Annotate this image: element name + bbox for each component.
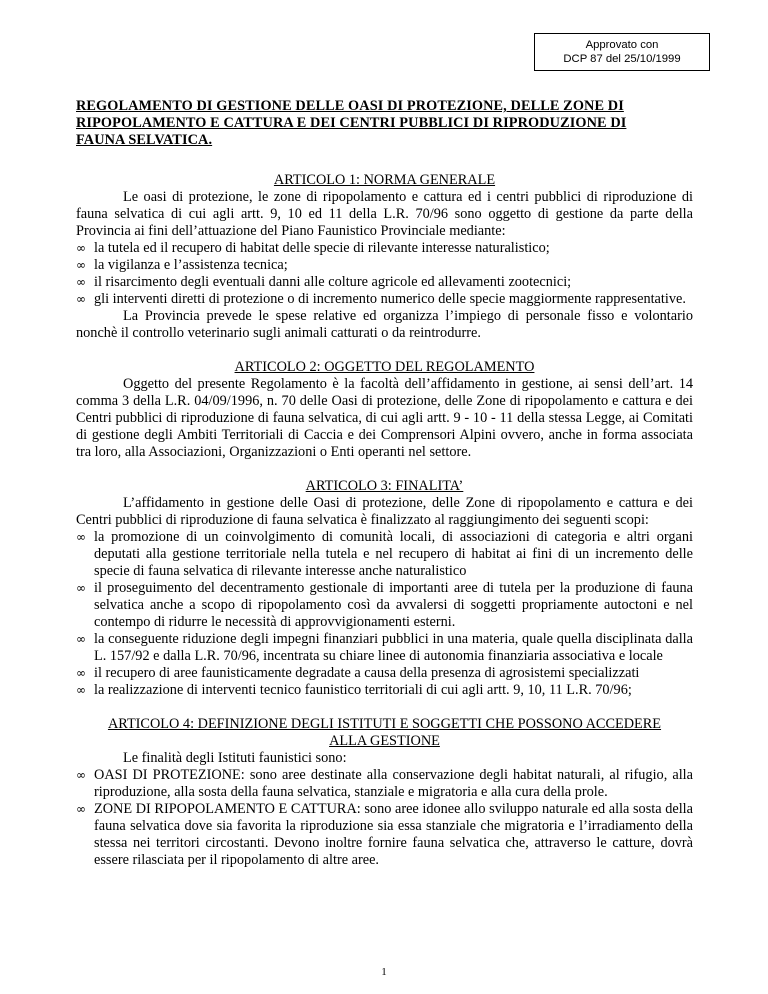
article-4-heading-line-2: ALLA GESTIONE [329,733,440,749]
list-item [76,240,693,257]
bullet-icon: ∞ [76,666,86,680]
article-1-closing: La Provincia prevede le spese relative ed organizza l’impiego di personale fisso e volontario nonchè il controllo veterinario sugli animali catturati o da reintrodurre. [76,308,693,341]
approval-stamp [534,33,710,71]
stamp-line-2: DCP 87 del 25/10/1999 [563,53,681,65]
bullet-icon: ∞ [76,530,86,544]
page-number: 1 [381,966,387,978]
stamp-line-1: Approvato con [585,39,659,51]
list-item [76,580,693,631]
list-item-text: la conseguente riduzione degli impegni finanziari pubblici in una materia, quale quella disciplinata dalla L. 157/92 e dalla L.R. 70/96, incentrata su chiare linee di autonomia finanziaria associativa e locale [94,631,693,664]
article-1-list [76,240,693,308]
bullet-icon: ∞ [76,581,86,595]
bullet-icon: ∞ [76,683,86,697]
article-3-intro: L’affidamento in gestione delle Oasi di protezione, delle Zone di ripopolamento e cattura e dei Centri pubblici di riproduzione di fauna selvatica è finalizzato al raggiungimento dei seguenti scopi: [76,495,693,528]
title-line-1: REGOLAMENTO DI GESTIONE DELLE OASI DI PROTEZIONE, DELLE ZONE DI [76,98,624,114]
list-item-text: la tutela ed il recupero di habitat delle specie di rilevante interesse naturalistico; [94,240,550,256]
list-item [76,291,693,308]
article-1-intro: Le oasi di protezione, le zone di ripopolamento e cattura ed i centri pubblici di riproduzione di fauna selvatica di cui agli artt. 9, 10 ed 11 della L.R. 70/96 sono oggetto di gestione da parte della Provincia ai fini dell’attuazione del Piano Faunistico Provinciale mediante: [76,189,693,239]
list-item [76,257,693,274]
article-2-text: Oggetto del presente Regolamento è la facoltà dell’affidamento in gestione, ai sensi dell’art. 14 comma 3 della L.R. 04/09/1996, n. 70 delle Oasi di protezione, delle Zone di ripopolamento e cattura e dei Centri pubblici di riproduzione di fauna selvatica, di cui agli artt. 9 - 10 - 11 della stessa Legge, ai Comitati di gestione degli Ambiti Territoriali di Caccia e dei Comprensori Alpini ovvero, anche in forma associata tra loro, alla Associazioni, Organizzazioni o Enti operanti nel settore. [76,376,693,460]
bullet-icon: ∞ [76,292,86,306]
document-body [76,172,693,869]
article-2-heading: ARTICOLO 2: OGGETTO DEL REGOLAMENTO [234,359,535,375]
list-item-text: il recupero di aree faunisticamente degradate a causa della presenza di agrosistemi specializzati [94,665,640,681]
bullet-icon: ∞ [76,632,86,646]
list-item [76,767,693,801]
list-item-text: il proseguimento del decentramento gestionale di importanti aree di tutela per la produzione di fauna selvatica anche a scopo di ripopolamento così da avvalersi di soggetti propriamente autoctoni e nel contempo di ridurre le necessità di approvvigionamenti esterni. [94,580,693,630]
document-title [76,98,693,149]
bullet-icon: ∞ [76,275,86,289]
article-3-heading: ARTICOLO 3: FINALITA’ [305,478,464,494]
bullet-icon: ∞ [76,241,86,255]
list-item [76,665,693,682]
list-item-text: la promozione di un coinvolgimento di comunità locali, di associazioni di categoria e altri organi deputati alla gestione territoriale nella tutela e nel recupero di habitat ai fini di un incremento delle specie di fauna selvatica di rilevante interesse anche naturalistico [94,529,693,579]
bullet-icon: ∞ [76,802,86,816]
article-4-intro: Le finalità degli Istituti faunistici sono: [123,750,347,766]
list-item [76,631,693,665]
list-item [76,274,693,291]
list-item [76,801,693,869]
bullet-icon: ∞ [76,258,86,272]
title-line-2: RIPOPOLAMENTO E CATTURA E DEI CENTRI PUBBLICI DI RIPRODUZIONE DI [76,115,627,131]
article-4-list [76,767,693,869]
list-item [76,529,693,580]
article-3-list [76,529,693,699]
list-item-text: gli interventi diretti di protezione o di incremento numerico delle specie maggiormente rappresentative. [94,291,686,307]
article-4-heading-line-1: ARTICOLO 4: DEFINIZIONE DEGLI ISTITUTI E SOGGETTI CHE POSSONO ACCEDERE [107,716,662,732]
list-item-text: la vigilanza e l’assistenza tecnica; [94,257,288,273]
list-item-text: ZONE DI RIPOPOLAMENTO E CATTURA: sono aree idonee allo sviluppo naturale ed alla sosta della fauna selvatica dove sia favorita la riproduzione sia essa stanziale che migratoria e l’irradiamento della stessa nei territori circostanti. Devono inoltre fornire fauna selvatica che, attraverso le catture, dovrà essere rilasciata per il ripopolamento di altre aree. [94,801,693,868]
list-item [76,682,693,699]
bullet-icon: ∞ [76,768,86,782]
list-item-text: la realizzazione di interventi tecnico faunistico territoriali di cui agli artt. 9, 10, 11 L.R. 70/96; [94,682,632,698]
article-1-heading: ARTICOLO 1: NORMA GENERALE [273,172,496,188]
list-item-text: OASI DI PROTEZIONE: sono aree destinate alla conservazione degli habitat naturali, al rifugio, alla riproduzione, alla sosta della fauna selvatica, stanziale e migratoria e alla cura della prole. [94,767,693,800]
list-item-text: il risarcimento degli eventuali danni alle colture agricole ed allevamenti zootecnici; [94,274,572,290]
title-line-3: FAUNA SELVATICA. [76,132,213,148]
